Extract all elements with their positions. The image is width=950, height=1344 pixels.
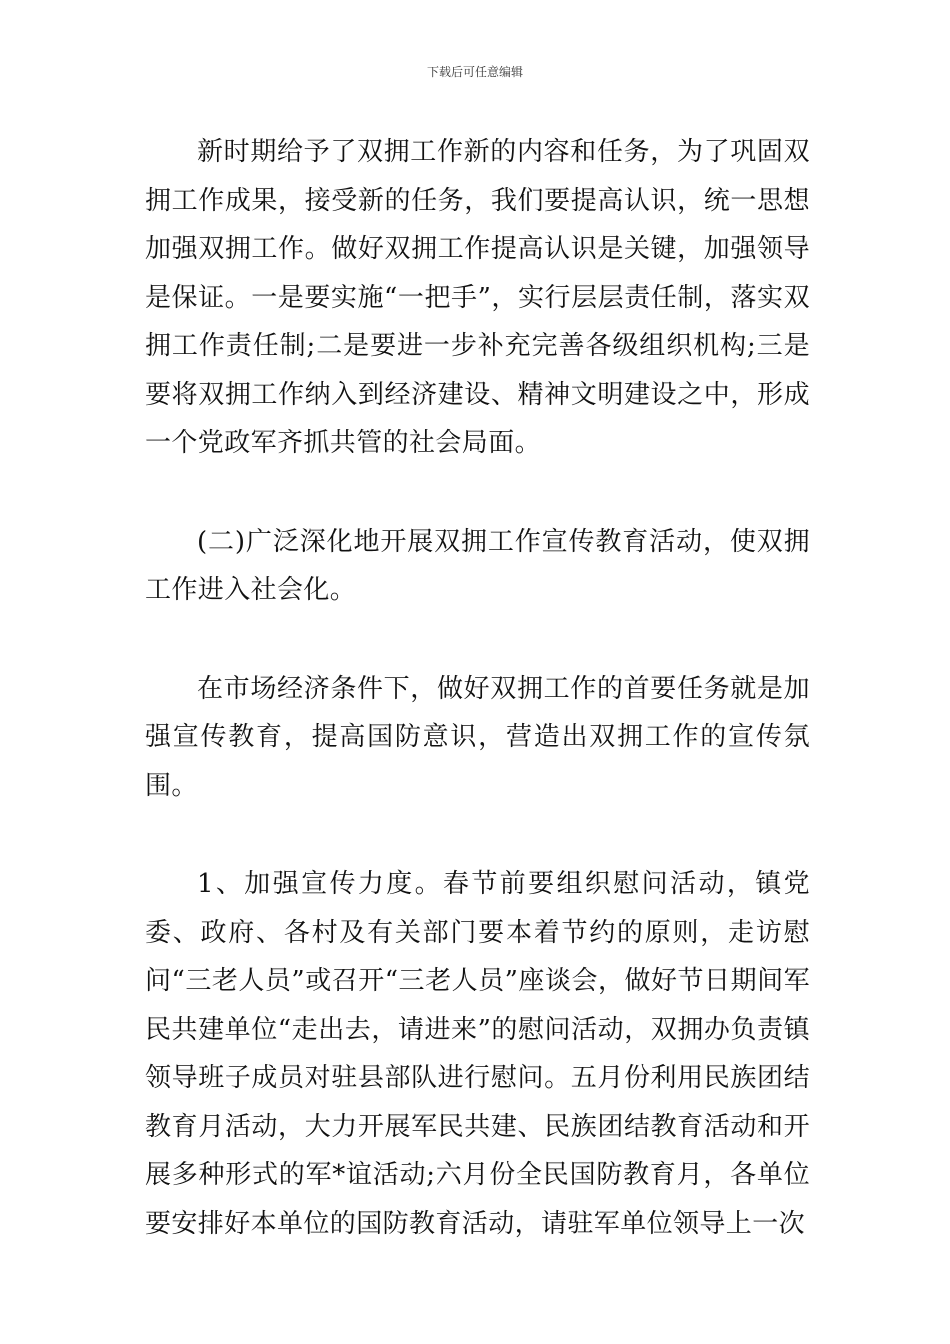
page-header-note: 下载后可任意编辑 xyxy=(426,65,523,79)
paragraph-publicity-activities: 1、加强宣传力度。春节前要组织慰问活动，镇党委、政府、各村及有关部门要本着节约的原则，走访慰问“三老人员”或召开“三老人员”座谈会，做好节日期间军民共建单位“走出去，请进来”的慰问活动，双拥办负责镇领导班子成员对驻县部队进行慰问。五月份利用民族团结教育月活动，大力开展军民共建、民族团结教育活动和开展多种形式的军*谊活动;六月份全民国防教育月，各单位要安排好本单位的国防教育活动，请驻军单位领导上一次 xyxy=(145,869,810,1239)
paragraph-strengthen-leadership: 新时期给予了双拥工作新的内容和任务，为了巩固双拥工作成果，接受新的任务，我们要提高认识，统一思想加强双拥工作。做好双拥工作提高认识是关键，加强领导是保证。一是要实施“一把手”，实行层层责任制，落实双拥工作责任制;二是要进一步补充完善各级组织机构;三是要将双拥工作纳入到经济建设、精神文明建设之中，形成一个党政军齐抓共管的社会局面。 xyxy=(145,137,810,458)
document-body xyxy=(145,128,810,1248)
paragraph-market-economy: 在市场经济条件下，做好双拥工作的首要任务就是加强宣传教育，提高国防意识，营造出双拥工作的宣传氛围。 xyxy=(145,673,810,801)
section-heading-publicity: (二)广泛深化地开展双拥工作宣传教育活动，使双拥工作进入社会化。 xyxy=(145,526,810,605)
